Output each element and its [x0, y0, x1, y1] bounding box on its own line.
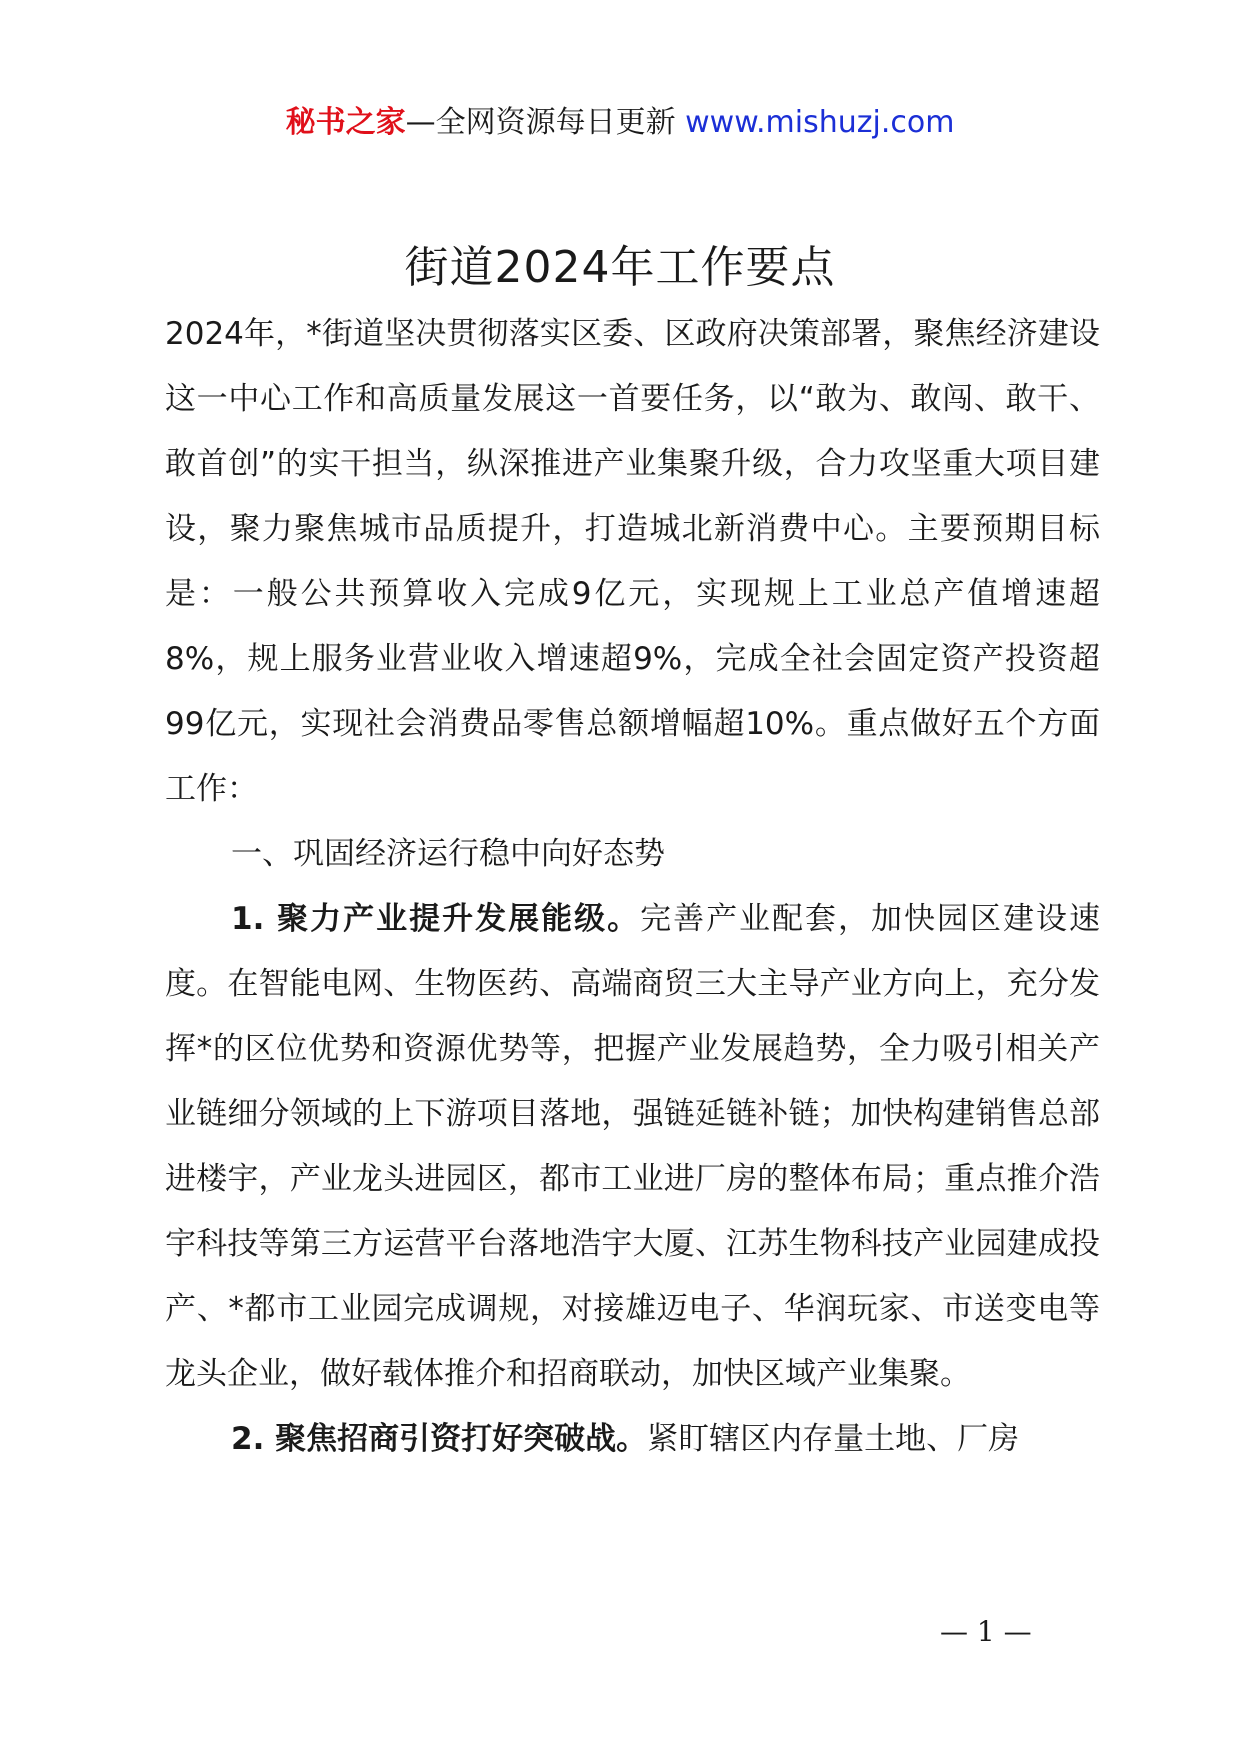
intro-paragraph: 2024年，*街道坚决贯彻落实区委、区政府决策部署，聚焦经济建设这一中心工作和高质量发展这一首要任务，以“敢为、敢闯、敢干、敢首创”的实干担当，纵深推进产业集聚升级，合力攻坚重大项目建设，聚力聚焦城市品质提升，打造城北新消费中心。主要预期目标是：一般公共预算收入完成9亿元，实现规上工业总产值增速超8%，规上服务业营业收入增速超9%，完成全社会固定资产投资超99亿元，实现社会消费品零售总额增幅超10%。重点做好五个方面工作： — [165, 316, 1100, 807]
item-paragraph-2 — [165, 1407, 1100, 1472]
item-text-1: 完善产业配套，加快园区建设速度。在智能电网、生物医药、高端商贸三大主导产业方向上，充分发挥*的区位优势和资源优势等，把握产业发展趋势，全力吸引相关产业链细分领域的上下游项目落地，强链延链补链；加快构建销售总部进楼宇，产业龙头进园区，都市工业进厂房的整体布局；重点推介浩宇科技等第三方运营平台落地浩宇大厦、江苏生物科技产业园建成投产、*都市工业园完成调规，对接雄迈电子、华润玩家、市送变电等龙头企业，做好载体推介和招商联动，加快区域产业集聚。 — [165, 901, 1101, 1392]
document-body — [165, 302, 1100, 1472]
section-heading: 一、巩固经济运行稳中向好态势 — [231, 836, 665, 872]
page-number: — 1 — — [940, 1615, 1032, 1648]
header-tagline: —全网资源每日更新 — [405, 105, 676, 140]
item-lead-2: 2. 聚焦招商引资打好突破战。 — [231, 1421, 648, 1457]
brand-name: 秘书之家 — [285, 105, 406, 140]
item-paragraph-1 — [165, 887, 1100, 1407]
document-title: 街道2024年工作要点 — [404, 242, 836, 293]
item-lead-1: 1. 聚力产业提升发展能级。 — [231, 901, 641, 937]
item-text-2: 紧盯辖区内存量土地、厂房 — [647, 1421, 1020, 1457]
site-header — [0, 100, 1240, 146]
site-url-link[interactable]: www.mishuzj.com — [685, 105, 955, 140]
